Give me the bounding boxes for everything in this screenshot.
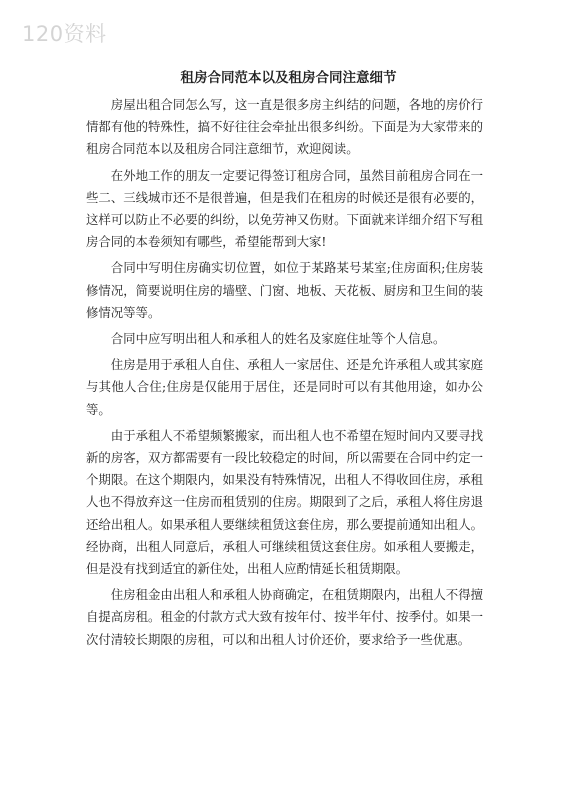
paragraph-location: 合同中写明住房确实切位置，如位于某路某号某室;住房面积;住房装修情况，简要说明住房的墙壁、门窗、地板、天花板、厨房和卫生间的装修情况等等。: [86, 260, 483, 320]
document-title: 租房合同范本以及租房合同注意细节: [180, 70, 397, 86]
paragraph-usage: 住房是用于承租人自住、承租人一家居住、还是允许承租人或其家庭与其他人合住;住房是仅能用于居住，还是同时可以有其他用途，如办公等。: [86, 357, 483, 417]
watermark-logo: 120资料: [22, 22, 107, 46]
paragraph-term: 由于承租人不希望频繁搬家，而出租人也不希望在短时间内又要寻找新的房客，双方都需要有一段比较稳定的时间，所以需要在合同中约定一个期限。在这个期限内，如果没有特殊情况，出租人不得收回住房，承租人也不得放弃这一住房而租赁别的住房。期限到了之后，承租人将住房退还给出租人。如果承租人要继续租赁这套住房，那么要提前通知出租人。经协商，出租人同意后，承租人可继续租赁这套住房。如承租人要搬走，但是没有找到适宜的新住处，出租人应酌情延长租赁期限。: [86, 427, 483, 577]
paragraph-parties: 合同中应写明出租人和承租人的姓名及家庭住址等个人信息。: [110, 331, 446, 347]
paragraph-rent: 住房租金由出租人和承租人协商确定，在租赁期限内，出租人不得擅自提高房租。租金的付款方式大致有按年付、按半年付、按季付。如果一次付清较长期限的房租，可以和出租人讨价还价，要求给予一些优惠。: [86, 587, 483, 647]
document-page: [86, 68, 483, 655]
paragraph-advice: 在外地工作的朋友一定要记得签订租房合同，虽然目前租房合同在一些二、三线城市还不是很普遍，但是我们在租房的时候还是很有必要的，这样可以防止不必要的纠纷，以免劳神又伤财。下面就来详细介绍下写租房合同的本卷须知有哪些，希望能帮到大家!: [86, 167, 483, 250]
paragraph-intro: 房屋出租合同怎么写，这一直是很多房主纠结的问题，各地的房价行情都有他的特殊性，搞不好往往会牵扯出很多纠纷。下面是为大家带来的租房合同范本以及租房合同注意细节，欢迎阅读。: [86, 97, 483, 157]
